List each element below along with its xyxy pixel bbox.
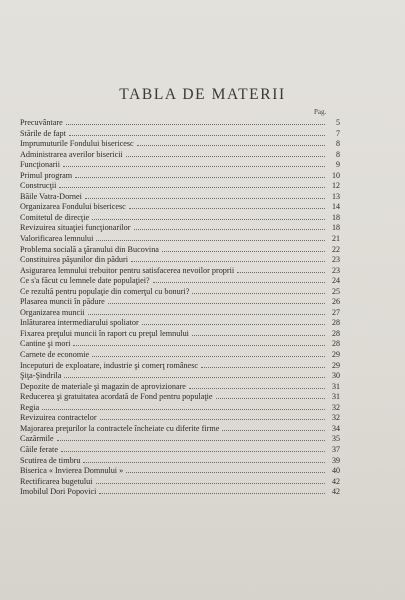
toc-entry-page: 18 (332, 223, 340, 233)
toc-entry-label: Depozite de materiale şi magazin de aprovizionare (20, 381, 186, 391)
toc-entry-label: Regia (20, 402, 40, 412)
dot-leader (75, 171, 325, 178)
toc-entry-label: Stările de fapt (20, 128, 66, 138)
dot-leader (64, 371, 325, 378)
toc-entry-label: Şiţa-Şindrila (20, 371, 62, 381)
toc-entry-label: Ce rezultă pentru populaţie din comerţul cu bonuri? (20, 286, 190, 296)
toc-entry-page: 10 (332, 170, 340, 180)
toc-entry-page: 7 (336, 128, 340, 138)
toc-entry (20, 276, 340, 287)
toc-entry (20, 308, 340, 319)
toc-entry-page: 32 (332, 413, 340, 423)
toc-entry (20, 297, 340, 308)
toc-entry-page: 12 (332, 181, 340, 191)
toc-entry-page: 5 (336, 118, 340, 127)
dot-leader (142, 318, 325, 325)
toc-entry-page: 18 (332, 212, 340, 222)
dot-leader (57, 434, 325, 441)
toc-entry-page: 40 (332, 466, 340, 476)
toc-entry-page: 22 (332, 244, 340, 254)
dot-leader (92, 213, 325, 220)
toc-entry (20, 181, 340, 192)
dot-leader (66, 118, 325, 125)
toc-entry-page: 37 (332, 444, 340, 454)
toc-entry-page: 31 (332, 392, 340, 402)
toc-entry-label: Revizuirea contractelor (20, 413, 97, 423)
toc-entry-label: Primul program (20, 170, 73, 180)
toc-entry-label: Inlăturarea intermediarului spoliator (20, 318, 139, 328)
dot-leader (222, 424, 325, 431)
dot-leader (126, 150, 325, 157)
dot-leader (126, 466, 325, 473)
toc-entry (20, 255, 340, 266)
toc-entry-label: Revizuirea situaţiei funcţionarilor (20, 223, 131, 233)
toc-entry (20, 129, 340, 140)
dot-leader (59, 181, 325, 188)
toc-entry-page: 24 (332, 276, 340, 286)
toc-entry (20, 245, 340, 256)
dot-leader (85, 192, 325, 199)
toc-entry-page: 28 (332, 339, 340, 349)
toc-entry (20, 139, 340, 150)
toc-entry (20, 413, 340, 424)
toc-entry-label: Cazărmile (20, 434, 54, 444)
toc-entry (20, 266, 340, 277)
toc-entry (20, 192, 340, 203)
toc-entry-page: 14 (332, 202, 340, 212)
toc-entry-label: Fixarea preţului muncii în raport cu preţul lemnului (20, 328, 189, 338)
toc-entry-label: Reducerea şi gratuitatea acordată de Fond pentru populaţie (20, 392, 213, 402)
toc-entry-label: Valorificarea lemnului (20, 234, 94, 244)
toc-entry (20, 350, 340, 361)
toc-entry-label: Construcţii (20, 181, 57, 191)
toc-entry-page: 9 (336, 160, 340, 170)
toc-entry-page: 35 (332, 434, 340, 444)
toc-entry-page: 28 (332, 328, 340, 338)
page-column-heading: Pag. (314, 108, 327, 116)
toc-entry-page: 28 (332, 318, 340, 328)
toc-entry-label: Inceputuri de exploatare, industrie şi comerţ românesc (20, 360, 199, 370)
toc-entry-page: 42 (332, 476, 340, 486)
dot-leader (100, 413, 325, 420)
dot-leader (134, 223, 326, 230)
dot-leader (131, 255, 325, 262)
toc-entry-label: Administrarea averilor bisericii (20, 149, 123, 159)
toc-entry-label: Biserica « Invierea Domnului » (20, 466, 124, 476)
toc-entry-label: Căile ferate (20, 444, 58, 454)
dot-leader (83, 456, 325, 463)
toc-entry (20, 171, 340, 182)
dot-leader (73, 339, 325, 346)
toc-entry (20, 382, 340, 393)
dot-leader (92, 350, 325, 357)
toc-entry-page: 8 (336, 139, 340, 149)
toc-entry-page: 42 (332, 487, 340, 497)
toc-entry (20, 403, 340, 414)
toc-entry-label: Rectificarea bugetului (20, 476, 93, 486)
toc-entry (20, 361, 340, 372)
toc-entry-label: Problema socială a ţăranului din Bucovina (20, 244, 159, 254)
toc-entry-label: Comitetul de direcţie (20, 212, 90, 222)
toc-entry (20, 223, 340, 234)
toc-entry (20, 150, 340, 161)
toc-entry (20, 477, 340, 488)
toc-entry (20, 456, 340, 467)
toc-entry-page: 29 (332, 350, 340, 360)
toc-entry-label: Cantine şi mori (20, 339, 71, 349)
toc-entry (20, 287, 340, 298)
toc-entry-label: Organizarea muncii (20, 307, 85, 317)
toc-entry-label: Precuvântare (20, 118, 63, 127)
toc-entry-label: Funcţionarii (20, 160, 61, 170)
dot-leader (96, 234, 325, 241)
toc-entry-page: 34 (332, 423, 340, 433)
toc-entry-label: Carnete de economie (20, 350, 90, 360)
toc-entry (20, 371, 340, 382)
toc-entry-page: 23 (332, 265, 340, 275)
toc-entry (20, 466, 340, 477)
toc-entry-page: 25 (332, 286, 340, 296)
toc-entry-label: Imobilul Dori Popovici (20, 487, 97, 497)
dot-leader (189, 382, 325, 389)
toc-entry-page: 29 (332, 360, 340, 370)
toc-entry-label: Asigurarea lemnului trebuitor pentru satisfacerea nevoilor proprii (20, 265, 235, 275)
dot-leader (137, 139, 325, 146)
toc-entry-label: Băile Vatra-Dornei (20, 191, 82, 201)
toc-entry-label: Plasarea muncii în pădure (20, 297, 105, 307)
toc-entry (20, 445, 340, 456)
dot-leader (129, 202, 325, 209)
dot-leader (42, 403, 325, 410)
toc-entry-page: 27 (332, 307, 340, 317)
dot-leader (99, 487, 325, 494)
toc-entry (20, 424, 340, 435)
toc-entry-label: Ce s'a făcut cu lemnele date populaţiei? (20, 276, 150, 286)
toc-entry (20, 202, 340, 213)
dot-leader (108, 297, 325, 304)
toc-entry-page: 21 (332, 234, 340, 244)
toc-entry (20, 234, 340, 245)
dot-leader (162, 245, 325, 252)
toc-entry-page: 8 (336, 149, 340, 159)
toc-entry-page: 26 (332, 297, 340, 307)
toc-entry (20, 487, 340, 498)
page-title: TABLA DE MATERII (119, 86, 286, 103)
dot-leader (69, 129, 325, 136)
toc-entry-page: 13 (332, 191, 340, 201)
toc-entry (20, 434, 340, 445)
dot-leader (88, 308, 325, 315)
toc-entry (20, 213, 340, 224)
toc-entry-label: Imprumuturile Fondului bisericesc (20, 139, 134, 149)
toc-entry (20, 339, 340, 350)
toc-entry-label: Scutirea de timbru (20, 455, 81, 465)
dot-leader (96, 477, 325, 484)
toc-entry-label: Constituirea păşunilor din păduri (20, 255, 129, 265)
dot-leader (216, 392, 325, 399)
toc-entry-page: 32 (332, 402, 340, 412)
toc-entry-page: 39 (332, 455, 340, 465)
toc-entry-label: Organizarea Fondului bisericesc (20, 202, 126, 212)
dot-leader (61, 445, 325, 452)
toc-entry-page: 30 (332, 371, 340, 381)
table-of-contents (20, 118, 340, 498)
toc-entry-label: Majorarea preţurilor la contractele încheiate cu diferite firme (20, 423, 220, 433)
dot-leader (201, 361, 325, 368)
toc-entry-page: 23 (332, 255, 340, 265)
toc-entry (20, 160, 340, 171)
toc-entry (20, 318, 340, 329)
toc-entry-page: 31 (332, 381, 340, 391)
toc-entry (20, 392, 340, 403)
dot-leader (192, 287, 325, 294)
dot-leader (192, 329, 325, 336)
dot-leader (63, 160, 325, 167)
dot-leader (237, 266, 325, 273)
dot-leader (153, 276, 325, 283)
toc-entry (20, 118, 340, 129)
toc-entry (20, 329, 340, 340)
